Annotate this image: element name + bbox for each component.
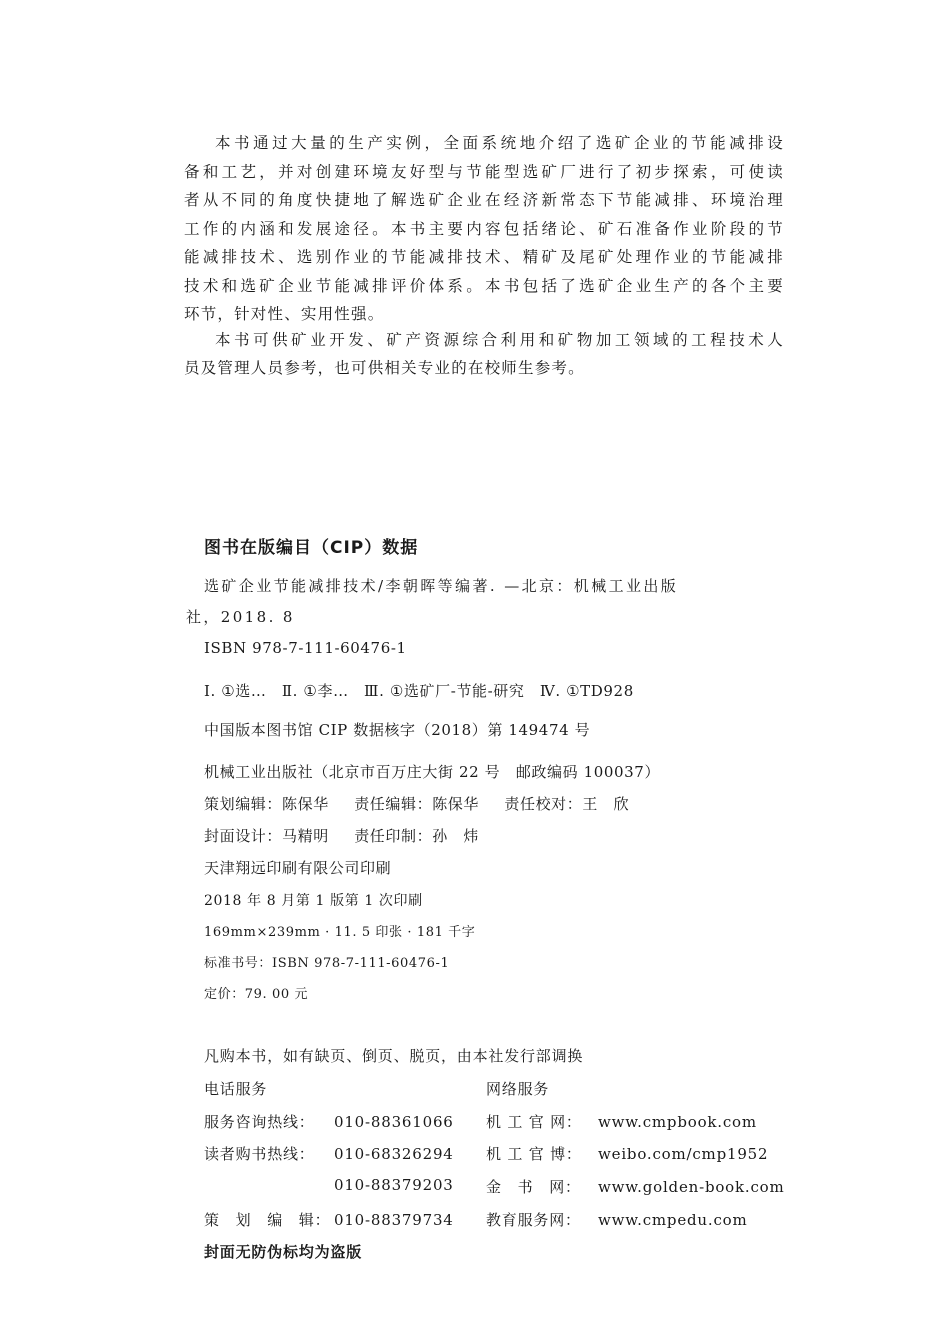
intro-line: 备和工艺，并对创建环境友好型与节能型选矿厂进行了初步探索，可使读 xyxy=(184,163,784,181)
book-format: 169mm×239mm · 11. 5 印张 · 181 千字 xyxy=(204,925,476,940)
editor-roles-line1 xyxy=(204,793,629,814)
web-link[interactable]: weibo.com/cmp1952 xyxy=(598,1145,769,1163)
phone-number: 010-88379734 xyxy=(334,1211,454,1229)
phone-label: 读者购书热线： xyxy=(204,1145,315,1163)
cip-number: 中国版本图书馆 CIP 数据核字（2018）第 149474 号 xyxy=(204,721,591,739)
return-notice: 凡购本书，如有缺页、倒页、脱页，由本社发行部调换 xyxy=(204,1047,584,1065)
web-label: 机 工 官 博： xyxy=(486,1145,582,1163)
phone-number: 010-68326294 xyxy=(334,1145,454,1163)
intro-line: 者从不同的角度快捷地了解选矿企业在经济新常态下节能减排、环境治理 xyxy=(184,191,784,209)
role-item: 封面设计：马精明 xyxy=(204,827,329,845)
web-link[interactable]: www.golden-book.com xyxy=(598,1178,785,1196)
class-item: Ⅲ. ①选矿厂-节能-研究 xyxy=(364,682,525,700)
intro-line: 技术和选矿企业节能减排评价体系。本书包括了选矿企业生产的各个主要 xyxy=(184,277,784,295)
edition: 2018 年 8 月第 1 版第 1 次印刷 xyxy=(204,893,423,909)
phone-service-header: 电话服务 xyxy=(204,1080,268,1098)
role-item: 责任编辑：陈保华 xyxy=(354,795,479,813)
anti-counterfeit-notice: 封面无防伪标均为盗版 xyxy=(204,1243,363,1261)
web-row xyxy=(486,1176,785,1197)
phone-row xyxy=(204,1209,454,1230)
intro-line: 本书可供矿业开发、矿产资源综合利用和矿物加工领域的工程技术人 xyxy=(215,331,784,349)
phone-row xyxy=(204,1111,454,1132)
web-service-header: 网络服务 xyxy=(486,1080,550,1098)
phone-label: 策 划 编 辑： xyxy=(204,1211,331,1229)
class-item: Ⅱ. ①李… xyxy=(281,682,349,700)
cip-desc-line: 社，2018. 8 xyxy=(186,608,295,626)
intro-line: 环节，针对性、实用性强。 xyxy=(184,305,385,323)
role-item: 策划编辑：陈保华 xyxy=(204,795,329,813)
web-label: 机 工 官 网： xyxy=(486,1113,582,1131)
phone-row xyxy=(204,1143,454,1164)
web-link[interactable]: www.cmpbook.com xyxy=(598,1113,757,1131)
role-item: 责任校对：王 欣 xyxy=(504,795,630,813)
cip-title: 图书在版编目（CIP）数据 xyxy=(204,538,419,558)
intro-line: 员及管理人员参考，也可供相关专业的在校师生参考。 xyxy=(184,359,585,377)
web-row xyxy=(486,1209,748,1230)
web-link[interactable]: www.cmpedu.com xyxy=(598,1211,748,1229)
editor-roles-line2 xyxy=(204,825,479,846)
phone-row xyxy=(204,1176,454,1194)
class-item: Ⅰ. ①选… xyxy=(204,682,267,700)
price: 定价：79. 00 元 xyxy=(204,987,309,1002)
class-item: Ⅳ. ①TD928 xyxy=(539,682,634,700)
intro-line: 能减排技术、选别作业的节能减排技术、精矿及尾矿处理作业的节能减排 xyxy=(184,248,784,266)
phone-number: 010-88379203 xyxy=(334,1176,454,1194)
standard-isbn: 标准书号：ISBN 978-7-111-60476-1 xyxy=(204,956,450,971)
cip-isbn: ISBN 978-7-111-60476-1 xyxy=(204,639,407,657)
intro-line: 本书通过大量的生产实例，全面系统地介绍了选矿企业的节能减排设 xyxy=(215,134,784,152)
cip-desc-line: 选矿企业节能减排技术/李朝晖等编著. —北京：机械工业出版 xyxy=(204,577,679,595)
web-label: 教育服务网： xyxy=(486,1211,581,1229)
intro-line: 工作的内涵和发展途径。本书主要内容包括绪论、矿石准备作业阶段的节 xyxy=(184,220,784,238)
cip-classification xyxy=(204,680,634,701)
web-label: 金 书 网： xyxy=(486,1178,581,1196)
phone-number: 010-88361066 xyxy=(334,1113,454,1131)
web-row xyxy=(486,1143,768,1164)
web-row xyxy=(486,1111,757,1132)
printer: 天津翔远印刷有限公司印刷 xyxy=(204,859,392,877)
phone-label: 服务咨询热线： xyxy=(204,1113,315,1131)
role-item: 责任印制：孙 炜 xyxy=(354,827,479,845)
publisher-address: 机械工业出版社（北京市百万庄大街 22 号 邮政编码 100037） xyxy=(204,763,661,781)
